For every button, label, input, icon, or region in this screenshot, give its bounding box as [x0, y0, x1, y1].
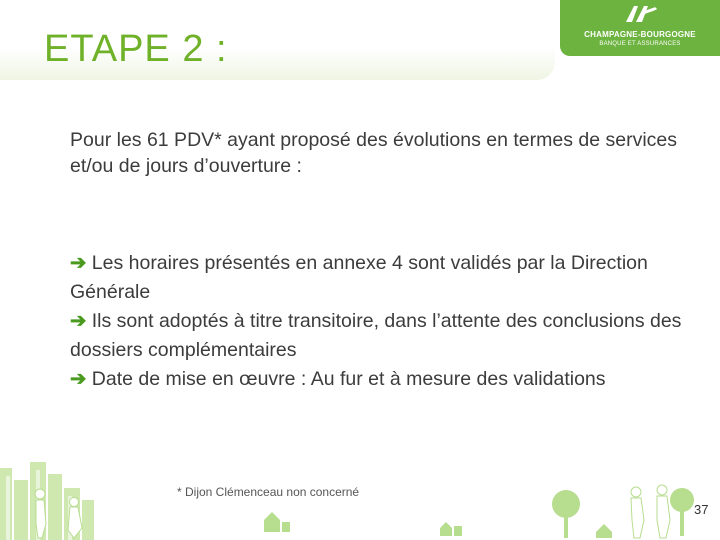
logo-subtitle: BANQUE ET ASSURANCES — [599, 41, 681, 47]
pedestrians-right — [631, 485, 670, 538]
logo-name: CHAMPAGNE-BOURGOGNE — [584, 30, 696, 39]
bullet-item — [70, 307, 690, 365]
footer-illustration — [0, 440, 720, 540]
intro-text: Pour les 61 PDV* ayant proposé des évolutions en termes de services et/ou de jours d’ouverture : — [70, 129, 677, 177]
trees-right — [552, 488, 694, 538]
houses-center — [264, 512, 462, 536]
right-arrow-icon: ➔ — [70, 368, 87, 390]
bullet-text: Les horaires présentés en annexe 4 sont validés par la Direction Générale — [70, 252, 648, 303]
right-arrow-icon: ➔ — [70, 252, 87, 274]
bullet-list — [70, 249, 690, 394]
bullet-item — [70, 365, 690, 394]
bullet-item — [70, 249, 690, 307]
page-number: 37 — [694, 502, 709, 517]
slide-title: ETAPE 2 : — [44, 28, 228, 70]
bullet-text: Ils sont adoptés à titre transitoire, dans l’attente des conclusions des dossiers complémentaires — [70, 310, 682, 361]
right-arrow-icon: ➔ — [70, 310, 87, 332]
bullet-text: Date de mise en œuvre : Au fur et à mesure des validations — [91, 368, 606, 390]
footnote: * Dijon Clémenceau non concerné — [177, 485, 360, 499]
bank-logo — [560, 0, 720, 56]
ca-logo-icon — [622, 2, 658, 26]
